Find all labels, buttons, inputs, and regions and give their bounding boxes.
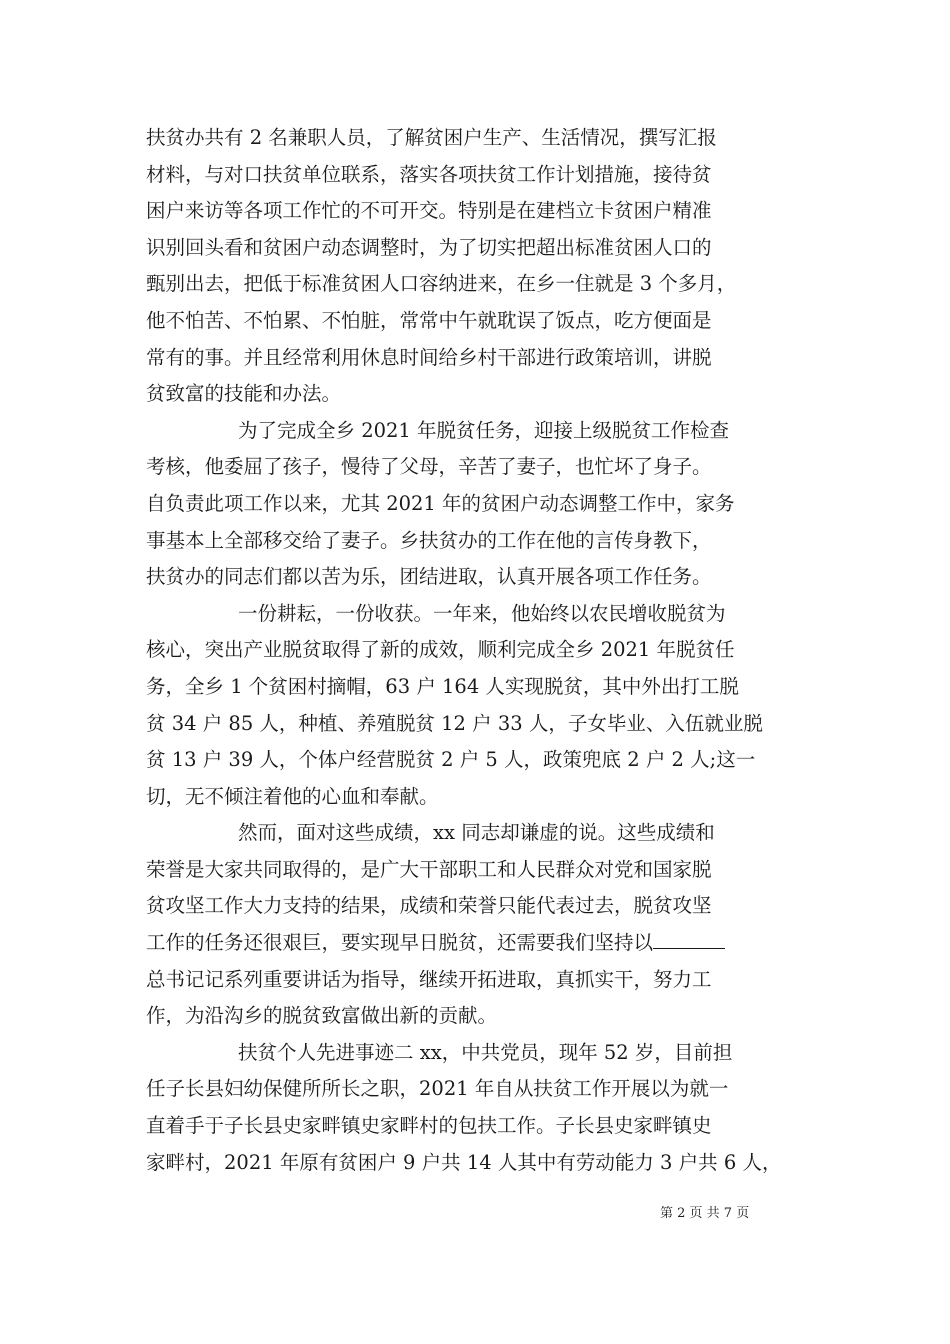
text-line: 事基本上全部移交给了妻子。乡扶贫办的工作在他的言传身教下， — [146, 528, 712, 552]
paragraph-start-line: 然而，面对这些成绩，xx 同志却谦虚的说。这些成绩和 — [238, 821, 715, 845]
text-line: 困户来访等各项工作忙的不可开交。特别是在建档立卡贫困户精准 — [146, 199, 712, 223]
text-line: 任子长县妇幼保健所所长之职，2021 年自从扶贫工作开展以为就一 — [146, 1077, 729, 1101]
text-line: 核心，突出产业脱贫取得了新的成效，顺利完成全乡 2021 年脱贫任 — [146, 638, 735, 662]
text-line: 切，无不倾注着他的心血和奉献。 — [146, 784, 439, 808]
text-line: 考核，他委屈了孩子，慢待了父母，辛苦了妻子，也忙坏了身子。 — [146, 455, 712, 479]
page-number-footer: 第 2 页 共 7 页 — [660, 1206, 750, 1221]
paragraph-start-line: 一份耕耘，一份收获。一年来，他始终以农民增收脱贫为 — [238, 601, 726, 625]
text-line: 家畔村，2021 年原有贫困户 9 户共 14 人其中有劳动能力 3 户共 6 人， — [146, 1150, 782, 1174]
text-line: 务，全乡 1 个贫困村摘帽，63 户 164 人实现脱贫，其中外出打工脱 — [146, 674, 739, 698]
paragraph-start-line: 扶贫个人先进事迹二 xx，中共党员，现年 52 岁，目前担 — [238, 1040, 733, 1064]
text-line: 贫攻坚工作大力支持的结果，成绩和荣誉只能代表过去，脱贫攻坚 — [146, 894, 712, 918]
body-text — [146, 120, 810, 1181]
text-line: 贫 13 户 39 人，个体户经营脱贫 2 户 5 人，政策兜底 2 户 2 人;这一 — [146, 748, 756, 772]
text-line: 贫 34 户 85 人，种植、养殖脱贫 12 户 33 人，子女毕业、入伍就业脱 — [146, 711, 763, 735]
paragraph-start-line: 为了完成全乡 2021 年脱贫任务，迎接上级脱贫工作检查 — [238, 418, 730, 442]
text-line: 甄别出去，把低于标准贫困人口容纳进来，在乡一住就是 3 个多月， — [146, 272, 737, 296]
text-line: 荣誉是大家共同取得的，是广大干部职工和人民群众对党和国家脱 — [146, 857, 712, 881]
text-line: 扶贫办的同志们都以苦为乐，团结进取，认真开展各项工作任务。 — [146, 565, 712, 589]
text-line: 自负责此项工作以来，尤其 2021 年的贫困户动态调整工作中，家务 — [146, 491, 735, 515]
text-line: 他不怕苦、不怕累、不怕脏，常常中午就耽误了饭点，吃方便面是 — [146, 308, 712, 332]
text-line: 贫致富的技能和办法。 — [146, 382, 342, 406]
text-segment: 工作的任务还很艰巨，要实现早日脱贫，还需要我们坚持以 — [146, 931, 654, 955]
text-line-with-blank — [146, 925, 810, 962]
text-line: 总书记记系列重要讲话为指导，继续开拓进取，真抓实干，努力工 — [146, 967, 712, 991]
text-line: 直着手于子长县史家畔镇史家畔村的包扶工作。子长县史家畔镇史 — [146, 1114, 712, 1138]
text-line: 识别回头看和贫困户动态调整时，为了切实把超出标准贫困人口的 — [146, 235, 712, 259]
text-line: 扶贫办共有 2 名兼职人员，了解贫困户生产、生活情况，撰写汇报 — [146, 126, 717, 149]
text-line: 常有的事。并且经常利用休息时间给乡村干部进行政策培训，讲脱 — [146, 345, 712, 369]
text-line: 材料，与对口扶贫单位联系，落实各项扶贫工作计划措施，接待贫 — [146, 162, 712, 186]
blank-underline — [653, 930, 725, 949]
text-line: 作，为沿沟乡的脱贫致富做出新的贡献。 — [146, 1004, 498, 1028]
